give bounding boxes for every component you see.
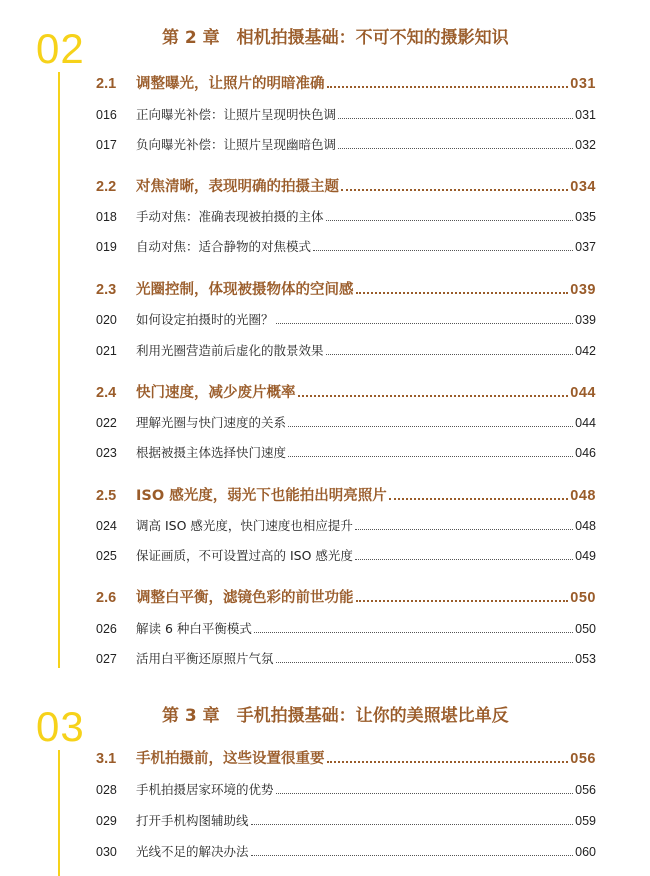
chapter-title: 第 2 章 相机拍摄基础：不可不知的摄影知识 — [162, 28, 509, 48]
item-title: 活用白平衡还原照片气氛 — [136, 651, 274, 666]
dot-leader — [327, 86, 569, 88]
toc-item-023[interactable] — [96, 443, 596, 461]
item-page: 059 — [575, 814, 596, 828]
section-title: 调整曝光，让照片的明暗准确 — [136, 76, 325, 92]
item-title: 手动对焦：准确表现被拍摄的主体 — [136, 209, 324, 224]
item-page: 039 — [575, 313, 596, 327]
toc-item-021[interactable] — [96, 341, 596, 359]
item-code: 027 — [96, 652, 117, 666]
dot-leader — [313, 250, 573, 251]
toc-item-019[interactable] — [96, 237, 596, 255]
chapter-title: 第 3 章 手机拍摄基础：让你的美照堪比单反 — [162, 706, 509, 726]
item-code: 020 — [96, 313, 117, 327]
section-page: 039 — [570, 282, 596, 298]
section-title: 快门速度，减少废片概率 — [136, 385, 296, 401]
section-title: ISO 感光度，弱光下也能拍出明亮照片 — [136, 488, 387, 504]
chapter-number: 03 — [36, 703, 85, 750]
item-title: 解读 6 种白平衡模式 — [136, 621, 252, 636]
item-title: 光线不足的解决办法 — [136, 844, 249, 859]
toc-section-3-1[interactable] — [96, 747, 596, 768]
dot-leader — [288, 426, 573, 427]
section-page: 050 — [570, 590, 596, 606]
section-page: 044 — [570, 385, 596, 401]
item-title: 如何设定拍摄时的光圈？ — [136, 312, 274, 327]
dot-leader — [251, 824, 574, 825]
item-title: 手机拍摄居家环境的优势 — [136, 782, 274, 797]
item-code: 030 — [96, 845, 117, 859]
item-page: 032 — [575, 138, 596, 152]
dot-leader — [355, 559, 573, 560]
item-title: 自动对焦：适合静物的对焦模式 — [136, 239, 312, 254]
toc-item-030[interactable] — [96, 842, 596, 860]
dot-leader — [327, 761, 569, 763]
item-page: 037 — [575, 240, 596, 254]
dot-leader — [276, 793, 574, 794]
section-title: 手机拍摄前，这些设置很重要 — [136, 751, 325, 767]
toc-section-2-1[interactable] — [96, 72, 596, 93]
dot-leader — [254, 632, 573, 633]
item-page: 048 — [575, 519, 596, 533]
dot-leader — [276, 323, 574, 324]
item-code: 017 — [96, 138, 117, 152]
section-title: 调整白平衡，滤镜色彩的前世功能 — [136, 590, 354, 606]
toc-item-028[interactable] — [96, 780, 596, 798]
toc-item-029[interactable] — [96, 811, 596, 829]
section-code: 3.1 — [96, 751, 117, 767]
item-code: 018 — [96, 210, 117, 224]
dot-leader — [338, 118, 573, 119]
dot-leader — [251, 855, 574, 856]
section-code: 2.5 — [96, 488, 117, 504]
section-page: 056 — [570, 751, 596, 767]
section-code: 2.6 — [96, 590, 117, 606]
item-code: 026 — [96, 622, 117, 636]
item-title: 理解光圈与快门速度的关系 — [136, 415, 287, 430]
item-title: 打开手机构图辅助线 — [136, 813, 249, 828]
toc-item-018[interactable] — [96, 207, 596, 225]
item-code: 021 — [96, 344, 117, 358]
item-page: 035 — [575, 210, 596, 224]
toc-section-2-4[interactable] — [96, 381, 596, 402]
dot-leader — [356, 600, 569, 602]
item-page: 053 — [575, 652, 596, 666]
chapter-divider-line — [58, 72, 60, 668]
toc-item-022[interactable] — [96, 413, 596, 431]
dot-leader — [326, 354, 574, 355]
item-title: 正向曝光补偿：让照片呈现明快色调 — [136, 107, 337, 122]
item-title: 负向曝光补偿：让照片呈现幽暗色调 — [136, 137, 337, 152]
dot-leader — [356, 292, 569, 294]
item-page: 056 — [575, 783, 596, 797]
dot-leader — [338, 148, 573, 149]
section-title: 光圈控制，体现被摄物体的空间感 — [136, 282, 354, 298]
section-page: 031 — [570, 76, 596, 92]
item-code: 019 — [96, 240, 117, 254]
item-code: 028 — [96, 783, 117, 797]
section-page: 048 — [570, 488, 596, 504]
item-page: 060 — [575, 845, 596, 859]
item-code: 023 — [96, 446, 117, 460]
dot-leader — [341, 189, 568, 191]
toc-item-025[interactable] — [96, 546, 596, 564]
item-page: 044 — [575, 416, 596, 430]
item-code: 025 — [96, 549, 117, 563]
dot-leader — [298, 395, 569, 397]
dot-leader — [355, 529, 573, 530]
item-code: 029 — [96, 814, 117, 828]
section-code: 2.2 — [96, 179, 117, 195]
item-page: 050 — [575, 622, 596, 636]
dot-leader — [326, 220, 574, 221]
item-code: 024 — [96, 519, 117, 533]
toc-section-2-3[interactable] — [96, 278, 596, 299]
toc-item-017[interactable] — [96, 135, 596, 153]
toc-section-2-5[interactable] — [96, 484, 596, 505]
item-code: 022 — [96, 416, 117, 430]
toc-section-2-2[interactable] — [96, 175, 596, 196]
section-code: 2.4 — [96, 385, 117, 401]
toc-item-016[interactable] — [96, 105, 596, 123]
item-page: 031 — [575, 108, 596, 122]
dot-leader — [389, 498, 569, 500]
toc-item-026[interactable] — [96, 619, 596, 637]
section-code: 2.1 — [96, 76, 117, 92]
toc-item-024[interactable] — [96, 516, 596, 534]
item-title: 利用光圈营造前后虚化的散景效果 — [136, 343, 324, 358]
toc-section-2-6[interactable] — [96, 586, 596, 607]
chapter-number: 02 — [36, 25, 85, 72]
item-page: 046 — [575, 446, 596, 460]
section-page: 034 — [570, 179, 596, 195]
section-code: 2.3 — [96, 282, 117, 298]
chapter-divider-line — [58, 750, 60, 876]
item-title: 根据被摄主体选择快门速度 — [136, 445, 287, 460]
item-title: 保证画质，不可设置过高的 ISO 感光度 — [136, 548, 353, 563]
section-title: 对焦清晰，表现明确的拍摄主题 — [136, 179, 339, 195]
item-title: 调高 ISO 感光度，快门速度也相应提升 — [136, 518, 353, 533]
dot-leader — [288, 456, 573, 457]
item-page: 049 — [575, 549, 596, 563]
dot-leader — [276, 662, 574, 663]
toc-item-020[interactable] — [96, 310, 596, 328]
item-code: 016 — [96, 108, 117, 122]
toc-item-027[interactable] — [96, 649, 596, 667]
item-page: 042 — [575, 344, 596, 358]
